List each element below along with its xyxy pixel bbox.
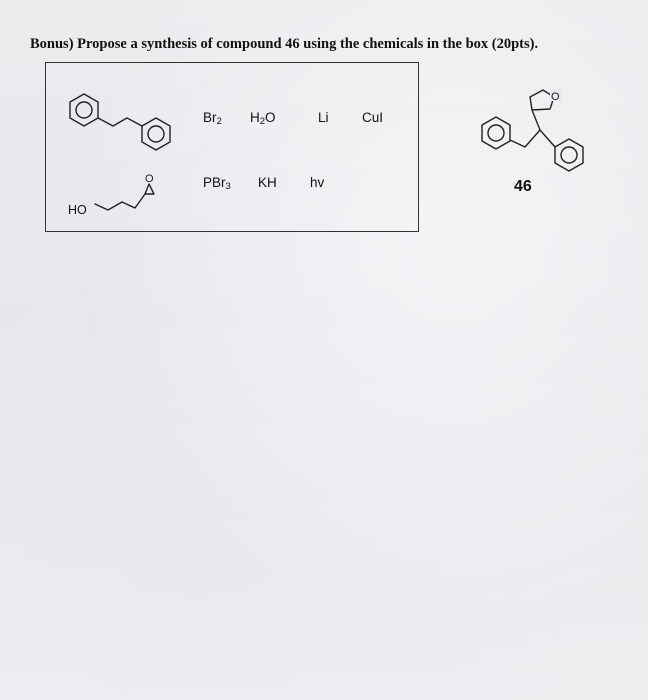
reagent-light: hv xyxy=(310,175,325,190)
reagent-bromine: $Br_2$ xyxy=(203,110,222,127)
reagent-potassium-hydride: KH xyxy=(258,175,277,190)
reagent-water: $H_2O$ xyxy=(250,110,276,127)
target-compound-structure xyxy=(470,85,600,185)
reagent-copper-iodide: CuI xyxy=(362,110,384,125)
hydroxyl-label: HO xyxy=(68,203,87,217)
thf-oxygen-label: O xyxy=(551,91,560,103)
compound-number: 46 xyxy=(514,178,532,195)
question-title: Bonus) Propose a synthesis of compound 46 using the chemicals in the box (20pts). xyxy=(30,36,539,52)
reagent-lithium: Li xyxy=(318,110,329,125)
reagent-phosphorus-tribromide: PBr$_3$ xyxy=(203,175,231,192)
epoxide-oxygen-label: O xyxy=(145,173,154,185)
diphenylalkane-structure xyxy=(55,80,195,160)
epoxy-alcohol-structure xyxy=(90,170,170,220)
